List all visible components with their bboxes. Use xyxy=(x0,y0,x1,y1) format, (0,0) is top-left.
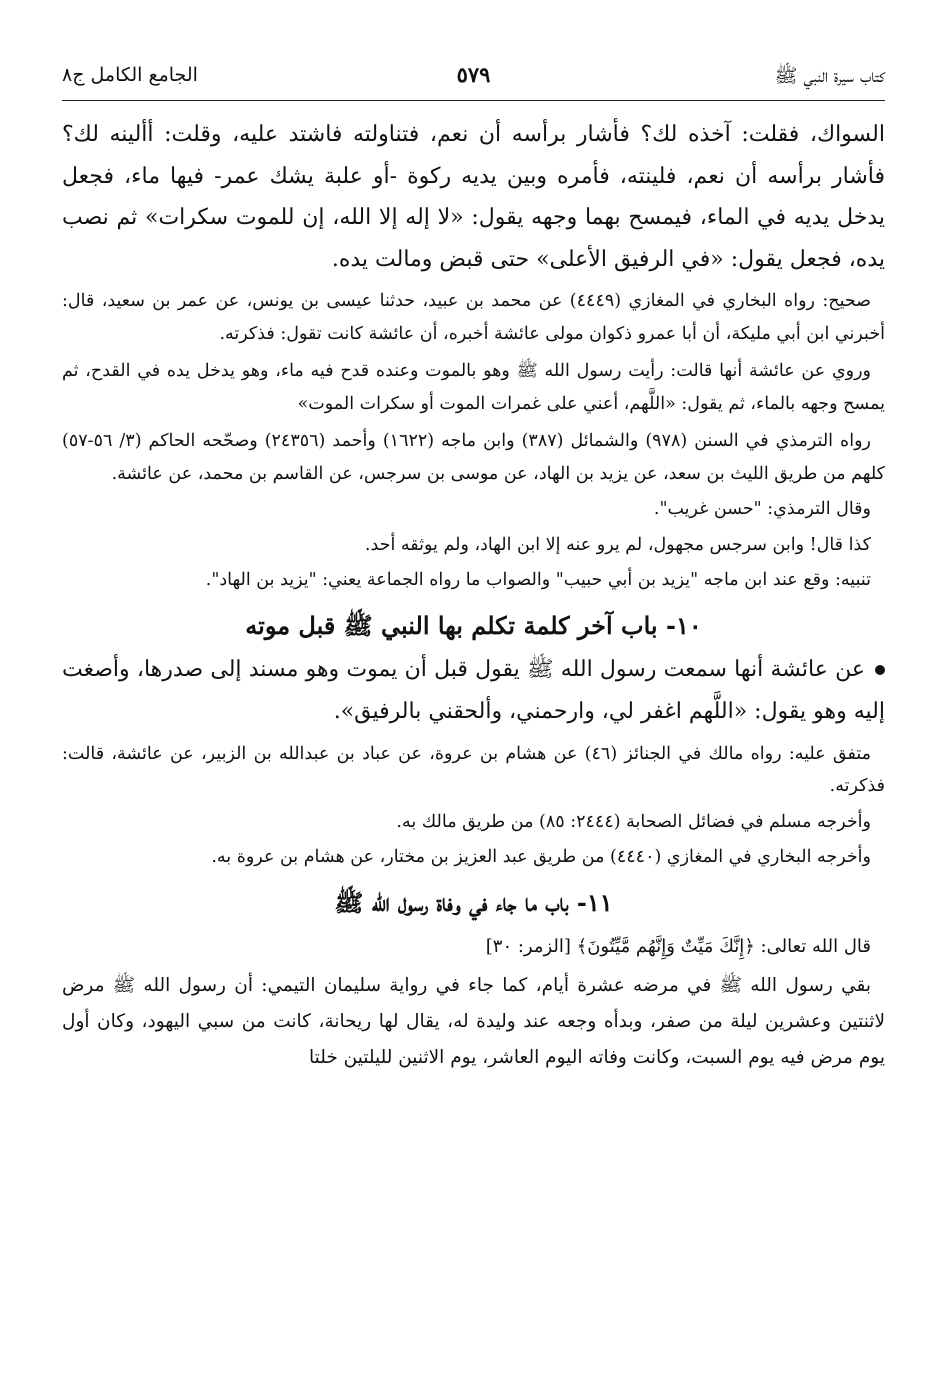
tirmidhi-note: وقال الترمذي: "حسن غريب". xyxy=(653,499,871,519)
takhrij-note: رواه الترمذي في السنن (٩٧٨) والشمائل (٣٨٧) وابن ماجه (١٦٢٢) وأحمد (٢٤٣٥٦) وصحّحه الحاكم (٣/ ٥٦-٥٧) كلهم من طريق الليث بن سعد، عن يزيد بن الهاد، عن موسى بن سرجس، عن القاسم بن محمد، عن عائشة. xyxy=(62,431,885,484)
hadith-body: عن عائشة أنها سمعت رسول الله ﷺ يقول قبل أن يموت وهو مسند إلى صدرها، وأصغت إليه وهو يقول: «اللَّهم اغفر لي، وارحمني، وألحقني بالرفيق». xyxy=(62,656,885,724)
page-number: ٥٧٩ xyxy=(456,62,491,87)
book-page xyxy=(62,0,885,1375)
quran-verse: قال الله تعالى: ﴿إِنَّكَ مَيِّتٌ وَإِنَّهُم مَّيِّتُونَ﴾ [الزمر: ٣٠] xyxy=(485,935,871,957)
takhrij-note: صحيح: رواه البخاري في المغازي (٤٤٤٩) عن محمد بن عبيد، حدثنا عيسى بن يونس، عن عمر بن سعيد، قال: أخبرني ابن أبي مليكة، أن أبا عمرو ذكوان مولى عائشة أخبره، أن عائشة كانت تقول: فذكرته. xyxy=(62,291,885,344)
takhrij-note: وأخرجه البخاري في المغازي (٤٤٤٠) من طريق عبد العزيز بن مختار، عن هشام بن عروة به. xyxy=(211,847,871,867)
hadith-text xyxy=(62,649,885,733)
tanbih-note: تنبيه: وقع عند ابن ماجه "يزيد بن أبي حبيب" والصواب ما رواه الجماعة يعني: "يزيد بن الهاد". xyxy=(205,570,871,590)
takhrij-note: وأخرجه مسلم في فضائل الصحابة (٢٤٤٤: ٨٥) من طريق مالك به. xyxy=(396,811,871,832)
volume-title: الجامع الكامل ج٨ xyxy=(62,64,198,86)
page-header xyxy=(62,60,885,101)
chapter-heading-10: ١٠- باب آخر كلمة تكلم بها النبي ﷺ قبل موته xyxy=(245,610,702,640)
narrative-text: بقي رسول الله ﷺ في مرضه عشرة أيام، كما جاء في رواية سليمان التيمي: أن رسول الله ﷺ مرض لاثنتين وعشرين ليلة من صفر، وبدأه وجعه عند وليدة له، يقال لها ريحانة، كانت من سبي اليهود، وكان أول يوم مرض فيه يوم السبت، وكانت وفاته اليوم العاشر، يوم الاثنين لليلتين خلتا xyxy=(62,974,885,1068)
commentary-note: كذا قال! وابن سرجس مجهول، لم يرو عنه إلا ابن الهاد، ولم يوثقه أحد. xyxy=(364,534,871,555)
hadith-continuation: السواك، فقلت: آخذه لك؟ فأشار برأسه أن نعم، فتناولته فاشتد عليه، وقلت: أألينه لك؟ فأشار برأسه أن نعم، فلينته، فأمره وبين يديه ركوة -أو علبة يشك عمر- فيها ماء، فجعل يدخل يديه في الماء، فيمسح بهما وجهه يقول: «لا إله إلا الله، إن للموت سكرات» ثم نصب يده، فجعل يقول: «في الرفيق الأعلى» حتى قبض ومالت يده. xyxy=(62,122,885,272)
page-body xyxy=(62,114,885,1076)
book-title: كتاب سيرة النبي ﷺ xyxy=(774,65,885,87)
chapter-heading-11: ١١- باب ما جاء في وفاة رسول الله ﷺ xyxy=(334,887,613,917)
takhrij-note: متفق عليه: رواه مالك في الجنائز (٤٦) عن هشام بن عروة، عن عباد بن عبدالله بن الزبير، عن عائشة، قالت: فذكرته. xyxy=(62,743,885,796)
narration-note: وروي عن عائشة أنها قالت: رأيت رسول الله ﷺ وهو بالموت وعنده قدح فيه ماء، وهو يدخل يده في القدح، ثم يمسح وجهه بالماء، ثم يقول: «اللَّهم، أعني على غمرات الموت أو سكرات الموت» xyxy=(62,361,885,414)
bullet-icon xyxy=(875,665,885,675)
